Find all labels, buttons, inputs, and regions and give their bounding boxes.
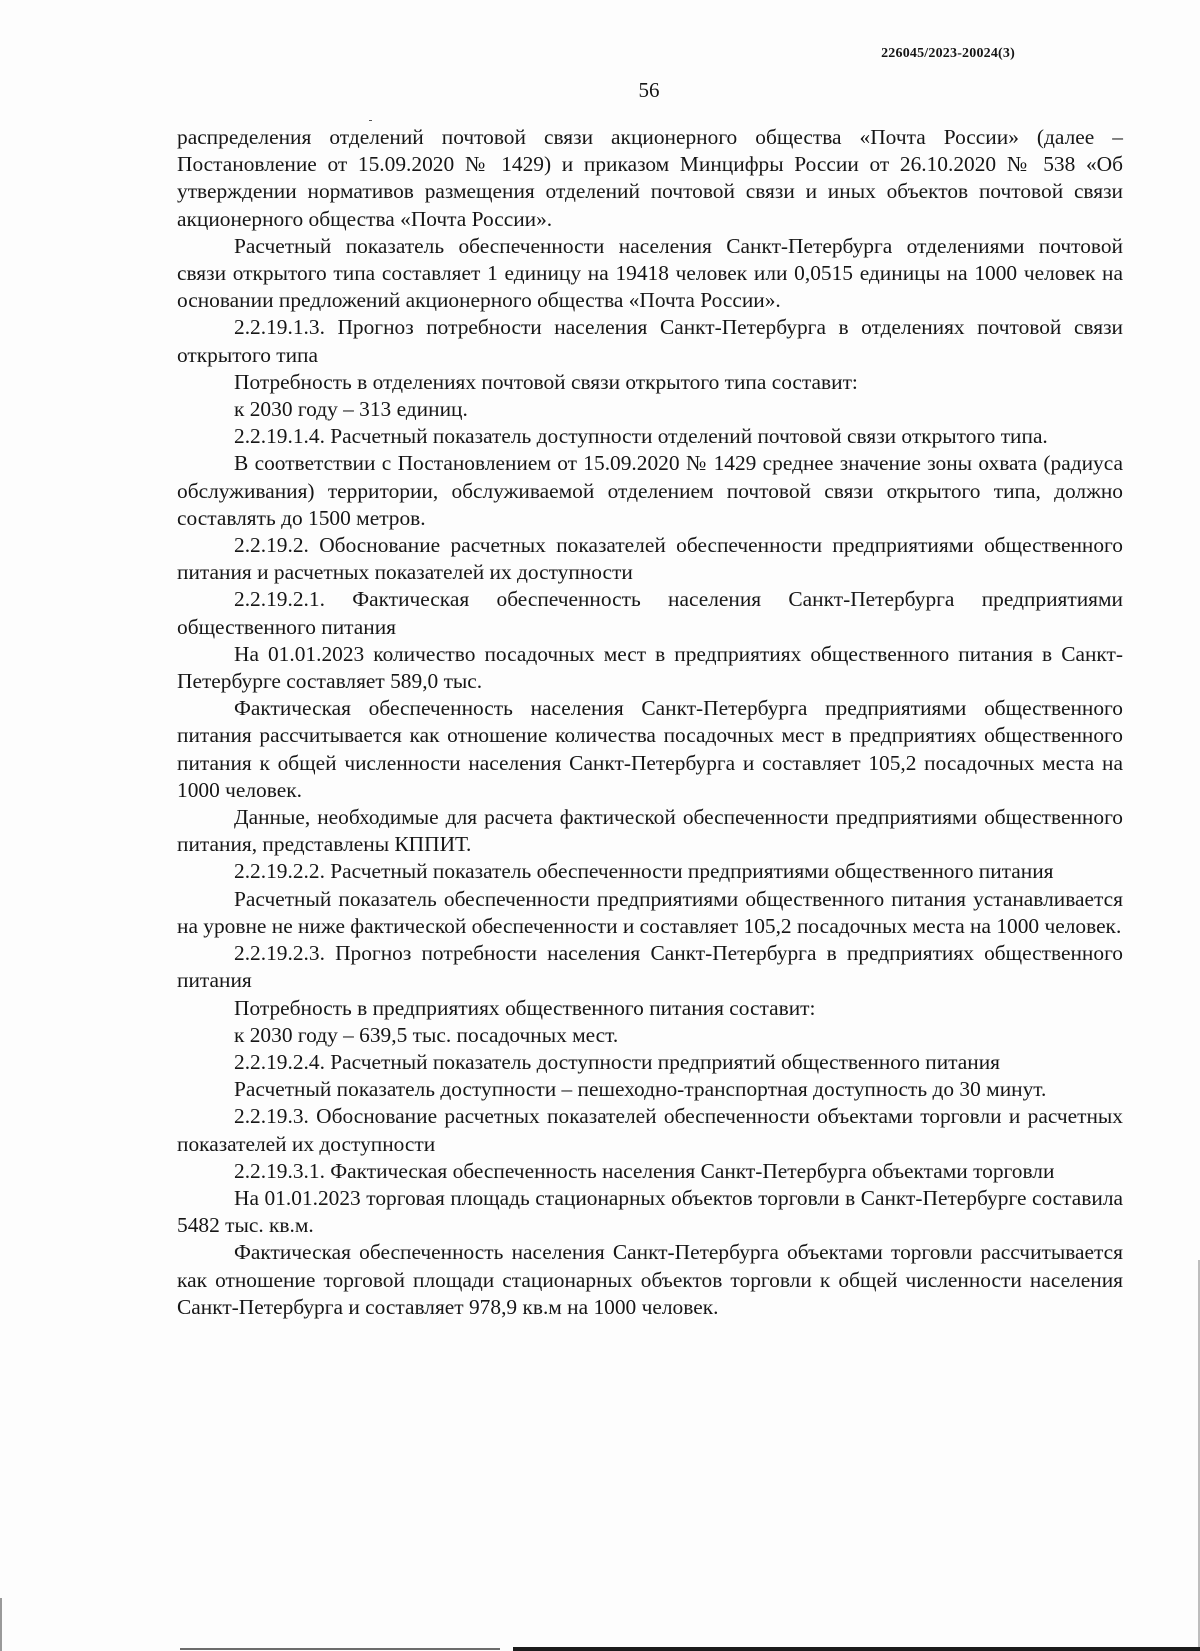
paragraph-15: 2.2.19.2.3. Прогноз потребности населения Санкт-Петербурга в предприятиях общественного питания bbox=[177, 941, 1123, 993]
paragraph-16: Потребность в предприятиях общественного питания составит: bbox=[234, 995, 816, 1020]
paragraph-11: Фактическая обеспеченность населения Санкт-Петербурга предприятиями общественного питания рассчитывается как отношение количества посадочных мест в предприятиях общественного питания к общей численности населения Санкт-Петербурга и составляет 105,2 посадочных места на 1000 человек. bbox=[177, 696, 1123, 802]
paragraph-22: На 01.01.2023 торговая площадь стационарных объектов торговли в Санкт-Петербурге составила 5482 тыс. кв.м. bbox=[177, 1185, 1123, 1238]
paragraph-7: В соответствии с Постановлением от 15.09.2020 № 1429 среднее значение зоны охвата (радиуса обслуживания) территории, обслуживаемой отделением почтовой связи открытого типа, должно составлять до 1500 метров. bbox=[177, 451, 1123, 530]
paragraph-19: Расчетный показатель доступности – пешеходно-транспортная доступность до 30 минут. bbox=[234, 1077, 1047, 1102]
paragraph-1: распределения отделений почтовой связи акционерного общества «Почта России» (далее – Постановление от 15.09.2020 № 1429) и приказом Минцифры России от 26.10.2020 № 538 «Об утверждении нормативов размещения отделений почтовой связи и иных объектов почтовой связи акционерного общества «Почта России». bbox=[177, 125, 1123, 231]
paragraph-2: Расчетный показатель обеспеченности населения Санкт-Петербурга отделениями почтовой связи открытого типа составляет 1 единицу на 19418 человек или 0,0515 единицы на 1000 человек на основании предложений акционерного общества «Почта России». bbox=[177, 233, 1123, 313]
paragraph-23: Фактическая обеспеченность населения Санкт-Петербурга объектами торговли рассчитывается как отношение торговой площади стационарных объектов торговли к общей численности населения Санкт-Петербурга и составляет 978,9 кв.м на 1000 человек. bbox=[177, 1240, 1123, 1319]
scan-dot bbox=[369, 120, 372, 121]
paragraph-9: 2.2.19.2.1. Фактическая обеспеченность населения Санкт-Петербурга предприятиями общественного питания bbox=[177, 587, 1123, 639]
page-number: 56 bbox=[638, 78, 660, 102]
scan-edge-bottom bbox=[513, 1647, 1200, 1651]
paragraph-3: 2.2.19.1.3. Прогноз потребности населения Санкт-Петербурга в отделениях почтовой связи открытого типа bbox=[177, 315, 1123, 367]
paragraph-5: к 2030 году – 313 единиц. bbox=[234, 397, 468, 422]
paragraph-13: 2.2.19.2.2. Расчетный показатель обеспеченности предприятиями общественного питания bbox=[234, 859, 1054, 884]
paragraph-12: Данные, необходимые для расчета фактической обеспеченности предприятиями общественного питания, представлены КППИТ. bbox=[177, 805, 1123, 857]
paragraph-21: 2.2.19.3.1. Фактическая обеспеченность населения Санкт-Петербурга объектами торговли bbox=[234, 1158, 1055, 1183]
paragraph-8: 2.2.19.2. Обоснование расчетных показателей обеспеченности предприятиями общественного питания и расчетных показателей их доступности bbox=[177, 533, 1123, 585]
scan-edge-bottom-left bbox=[180, 1648, 500, 1650]
paragraph-17: к 2030 году – 639,5 тыс. посадочных мест. bbox=[234, 1022, 619, 1047]
paragraph-14: Расчетный показатель обеспеченности предприятиями общественного питания устанавливается на уровне не ниже фактической обеспеченности и составляет 105,2 посадочных места на 1000 человек. bbox=[177, 886, 1123, 938]
paragraph-10: На 01.01.2023 количество посадочных мест в предприятиях общественного питания в Санкт-Петербурге составляет 589,0 тыс. bbox=[177, 641, 1123, 694]
scan-edge-left bbox=[0, 1598, 2, 1651]
paragraph-18: 2.2.19.2.4. Расчетный показатель доступности предприятий общественного питания bbox=[234, 1049, 1001, 1074]
document-body bbox=[177, 124, 1123, 1321]
paragraph-6: 2.2.19.1.4. Расчетный показатель доступности отделений почтовой связи открытого типа. bbox=[234, 424, 1048, 449]
document-id: 226045/2023-20024(3) bbox=[881, 46, 1015, 61]
paragraph-20: 2.2.19.3. Обоснование расчетных показателей обеспеченности объектами торговли и расчетных показателей их доступности bbox=[177, 1104, 1123, 1156]
paragraph-4: Потребность в отделениях почтовой связи открытого типа составит: bbox=[234, 369, 858, 394]
